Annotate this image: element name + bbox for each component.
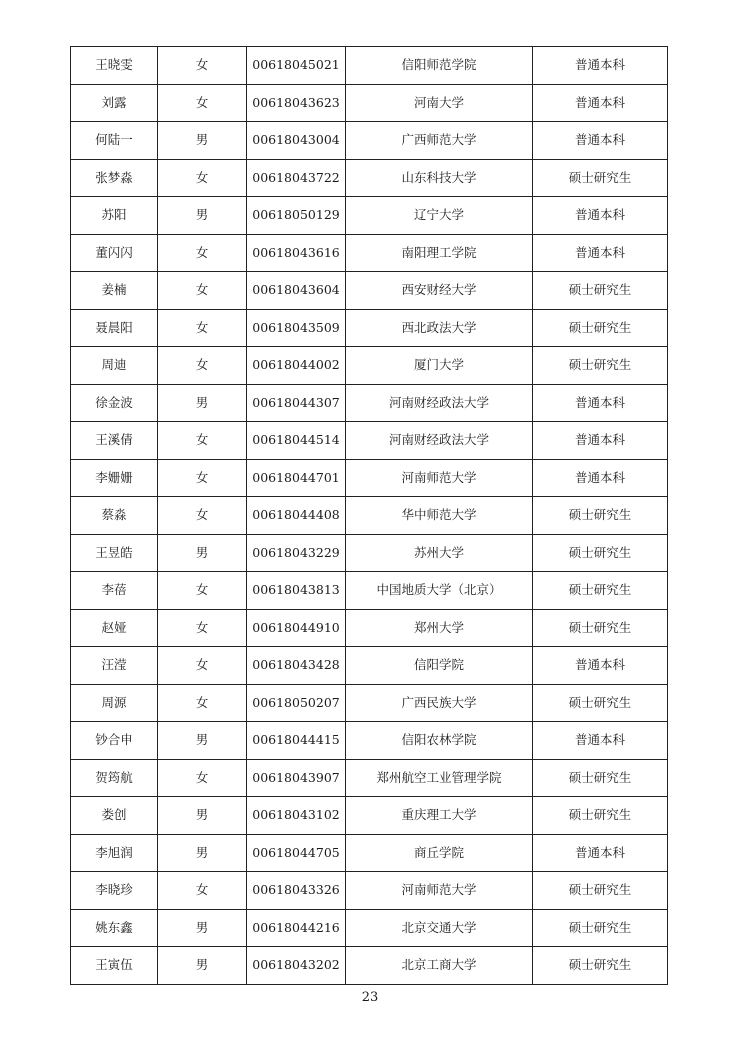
student-name-cell: 聂晨阳 xyxy=(71,309,158,347)
gender-cell: 男 xyxy=(158,384,247,422)
student-name-cell: 李晓珍 xyxy=(71,872,158,910)
school-cell: 河南师范大学 xyxy=(346,459,533,497)
exam-id-cell: 00618044002 xyxy=(247,347,346,385)
school-cell: 河南财经政法大学 xyxy=(346,384,533,422)
exam-id-cell: 00618043004 xyxy=(247,122,346,160)
degree-cell: 硕士研究生 xyxy=(533,759,668,797)
school-cell: 南阳理工学院 xyxy=(346,234,533,272)
gender-cell: 男 xyxy=(158,197,247,235)
gender-cell: 男 xyxy=(158,534,247,572)
exam-id-cell: 00618043202 xyxy=(247,947,346,985)
exam-id-cell: 00618044514 xyxy=(247,422,346,460)
gender-cell: 女 xyxy=(158,309,247,347)
table-row xyxy=(71,497,668,535)
student-name-cell: 娄创 xyxy=(71,797,158,835)
degree-cell: 普通本科 xyxy=(533,647,668,685)
student-name-cell: 周迪 xyxy=(71,347,158,385)
student-name-cell: 钞合申 xyxy=(71,722,158,760)
degree-cell: 硕士研究生 xyxy=(533,309,668,347)
degree-cell: 普通本科 xyxy=(533,459,668,497)
school-cell: 北京工商大学 xyxy=(346,947,533,985)
student-name-cell: 姚东鑫 xyxy=(71,909,158,947)
degree-cell: 硕士研究生 xyxy=(533,684,668,722)
degree-cell: 普通本科 xyxy=(533,722,668,760)
gender-cell: 男 xyxy=(158,909,247,947)
exam-id-cell: 00618044216 xyxy=(247,909,346,947)
student-name-cell: 姜楠 xyxy=(71,272,158,310)
school-cell: 华中师范大学 xyxy=(346,497,533,535)
table-row xyxy=(71,197,668,235)
table-row xyxy=(71,947,668,985)
exam-id-cell: 00618043326 xyxy=(247,872,346,910)
table-row xyxy=(71,234,668,272)
exam-id-cell: 00618044307 xyxy=(247,384,346,422)
degree-cell: 普通本科 xyxy=(533,834,668,872)
gender-cell: 女 xyxy=(158,647,247,685)
gender-cell: 女 xyxy=(158,234,247,272)
degree-cell: 普通本科 xyxy=(533,234,668,272)
school-cell: 商丘学院 xyxy=(346,834,533,872)
gender-cell: 男 xyxy=(158,834,247,872)
table-row xyxy=(71,309,668,347)
exam-id-cell: 00618043509 xyxy=(247,309,346,347)
student-name-cell: 张梦淼 xyxy=(71,159,158,197)
school-cell: 信阳学院 xyxy=(346,647,533,685)
exam-id-cell: 00618050129 xyxy=(247,197,346,235)
degree-cell: 硕士研究生 xyxy=(533,534,668,572)
roster-table-body xyxy=(71,47,668,985)
student-name-cell: 赵娅 xyxy=(71,609,158,647)
student-name-cell: 蔡淼 xyxy=(71,497,158,535)
gender-cell: 女 xyxy=(158,572,247,610)
degree-cell: 普通本科 xyxy=(533,422,668,460)
roster-table xyxy=(70,46,668,985)
degree-cell: 普通本科 xyxy=(533,197,668,235)
table-row xyxy=(71,647,668,685)
school-cell: 北京交通大学 xyxy=(346,909,533,947)
gender-cell: 女 xyxy=(158,684,247,722)
school-cell: 辽宁大学 xyxy=(346,197,533,235)
exam-id-cell: 00618043616 xyxy=(247,234,346,272)
table-row xyxy=(71,347,668,385)
table-row xyxy=(71,572,668,610)
student-name-cell: 徐金波 xyxy=(71,384,158,422)
table-row xyxy=(71,797,668,835)
student-name-cell: 王晓雯 xyxy=(71,47,158,85)
school-cell: 河南大学 xyxy=(346,84,533,122)
degree-cell: 硕士研究生 xyxy=(533,947,668,985)
school-cell: 山东科技大学 xyxy=(346,159,533,197)
table-row xyxy=(71,122,668,160)
table-row xyxy=(71,609,668,647)
school-cell: 西安财经大学 xyxy=(346,272,533,310)
gender-cell: 女 xyxy=(158,497,247,535)
gender-cell: 女 xyxy=(158,84,247,122)
degree-cell: 硕士研究生 xyxy=(533,347,668,385)
student-name-cell: 王寅伍 xyxy=(71,947,158,985)
school-cell: 河南财经政法大学 xyxy=(346,422,533,460)
gender-cell: 男 xyxy=(158,122,247,160)
exam-id-cell: 00618044705 xyxy=(247,834,346,872)
gender-cell: 女 xyxy=(158,159,247,197)
gender-cell: 男 xyxy=(158,797,247,835)
school-cell: 信阳师范学院 xyxy=(346,47,533,85)
table-row xyxy=(71,834,668,872)
table-row xyxy=(71,272,668,310)
degree-cell: 硕士研究生 xyxy=(533,497,668,535)
student-name-cell: 刘露 xyxy=(71,84,158,122)
student-name-cell: 周源 xyxy=(71,684,158,722)
exam-id-cell: 00618045021 xyxy=(247,47,346,85)
student-name-cell: 何陆一 xyxy=(71,122,158,160)
school-cell: 中国地质大学（北京） xyxy=(346,572,533,610)
exam-id-cell: 00618044408 xyxy=(247,497,346,535)
table-row xyxy=(71,872,668,910)
gender-cell: 女 xyxy=(158,459,247,497)
student-name-cell: 王溪倩 xyxy=(71,422,158,460)
student-name-cell: 王昱皓 xyxy=(71,534,158,572)
exam-id-cell: 00618050207 xyxy=(247,684,346,722)
table-row xyxy=(71,684,668,722)
school-cell: 河南师范大学 xyxy=(346,872,533,910)
table-row xyxy=(71,722,668,760)
table-row xyxy=(71,459,668,497)
student-name-cell: 李蓓 xyxy=(71,572,158,610)
school-cell: 郑州大学 xyxy=(346,609,533,647)
school-cell: 广西民族大学 xyxy=(346,684,533,722)
exam-id-cell: 00618043722 xyxy=(247,159,346,197)
table-row xyxy=(71,909,668,947)
school-cell: 厦门大学 xyxy=(346,347,533,385)
student-name-cell: 苏阳 xyxy=(71,197,158,235)
exam-id-cell: 00618043229 xyxy=(247,534,346,572)
gender-cell: 女 xyxy=(158,759,247,797)
table-row xyxy=(71,84,668,122)
degree-cell: 硕士研究生 xyxy=(533,909,668,947)
table-row xyxy=(71,759,668,797)
school-cell: 广西师范大学 xyxy=(346,122,533,160)
degree-cell: 硕士研究生 xyxy=(533,572,668,610)
gender-cell: 男 xyxy=(158,722,247,760)
exam-id-cell: 00618043428 xyxy=(247,647,346,685)
student-name-cell: 李姗姗 xyxy=(71,459,158,497)
exam-id-cell: 00618044415 xyxy=(247,722,346,760)
exam-id-cell: 00618044701 xyxy=(247,459,346,497)
gender-cell: 女 xyxy=(158,609,247,647)
table-row xyxy=(71,159,668,197)
degree-cell: 硕士研究生 xyxy=(533,272,668,310)
gender-cell: 女 xyxy=(158,272,247,310)
gender-cell: 女 xyxy=(158,47,247,85)
school-cell: 西北政法大学 xyxy=(346,309,533,347)
degree-cell: 普通本科 xyxy=(533,84,668,122)
school-cell: 苏州大学 xyxy=(346,534,533,572)
exam-id-cell: 00618043604 xyxy=(247,272,346,310)
degree-cell: 硕士研究生 xyxy=(533,609,668,647)
degree-cell: 硕士研究生 xyxy=(533,159,668,197)
table-row xyxy=(71,534,668,572)
degree-cell: 普通本科 xyxy=(533,384,668,422)
page-number: 23 xyxy=(361,990,379,1005)
school-cell: 郑州航空工业管理学院 xyxy=(346,759,533,797)
degree-cell: 普通本科 xyxy=(533,122,668,160)
table-row xyxy=(71,422,668,460)
table-row xyxy=(71,47,668,85)
exam-id-cell: 00618043813 xyxy=(247,572,346,610)
exam-id-cell: 00618043102 xyxy=(247,797,346,835)
table-row xyxy=(71,384,668,422)
gender-cell: 女 xyxy=(158,347,247,385)
degree-cell: 硕士研究生 xyxy=(533,872,668,910)
gender-cell: 男 xyxy=(158,947,247,985)
gender-cell: 女 xyxy=(158,422,247,460)
student-name-cell: 李旭润 xyxy=(71,834,158,872)
student-name-cell: 汪滢 xyxy=(71,647,158,685)
school-cell: 重庆理工大学 xyxy=(346,797,533,835)
student-name-cell: 贺筠航 xyxy=(71,759,158,797)
degree-cell: 普通本科 xyxy=(533,47,668,85)
exam-id-cell: 00618044910 xyxy=(247,609,346,647)
exam-id-cell: 00618043907 xyxy=(247,759,346,797)
exam-id-cell: 00618043623 xyxy=(247,84,346,122)
degree-cell: 硕士研究生 xyxy=(533,797,668,835)
school-cell: 信阳农林学院 xyxy=(346,722,533,760)
student-name-cell: 董闪闪 xyxy=(71,234,158,272)
gender-cell: 女 xyxy=(158,872,247,910)
